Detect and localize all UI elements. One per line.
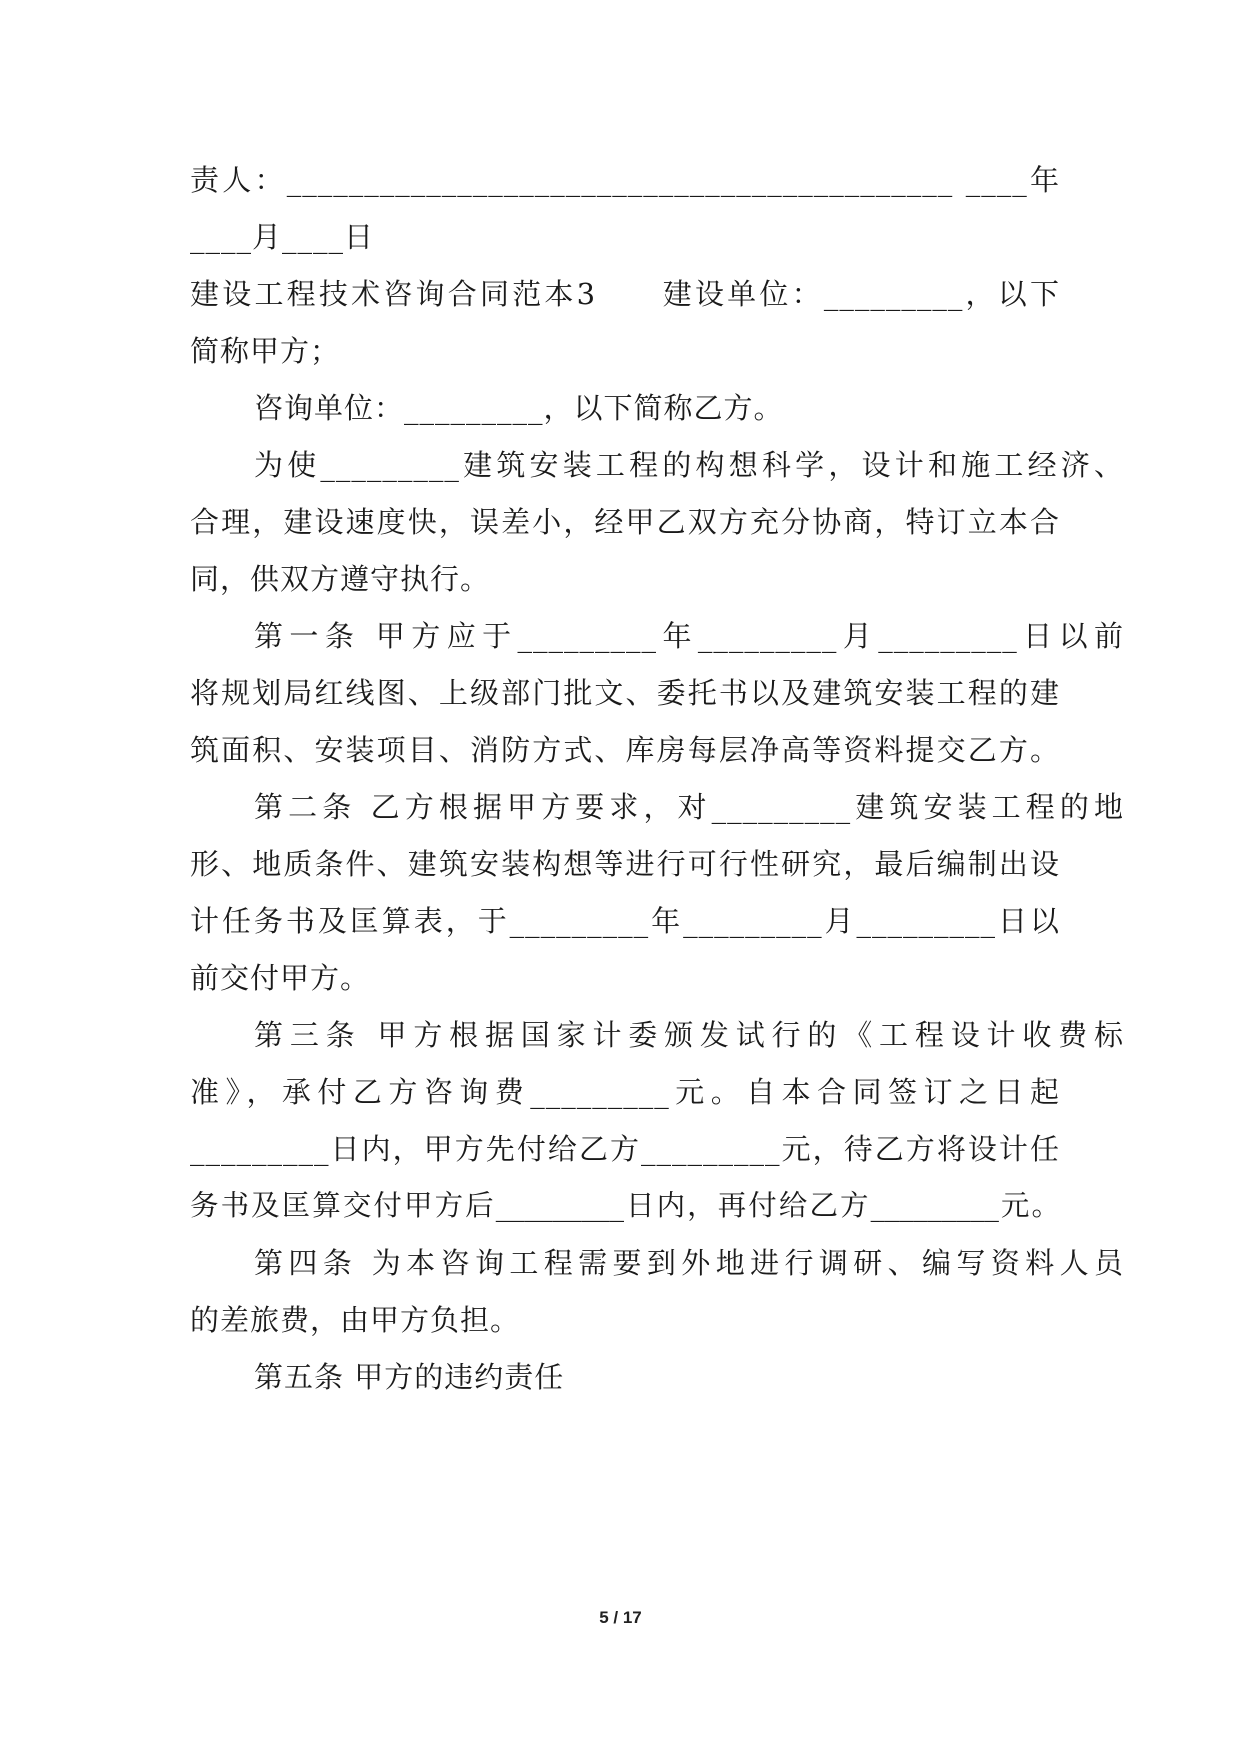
article-3-heading: 第三条 甲方根据国家计委颁发试行的《工程设计收费标 [254, 1018, 1124, 1052]
text-line: 合理，建设速度快，误差小，经甲乙双方充分协商，特订立本合 [190, 505, 1060, 539]
text-line: _________日内，甲方先付给乙方_________元，待乙方将设计任 [190, 1132, 1060, 1166]
text-line: 责人：___________________________________________ ____年 [190, 163, 1060, 197]
page-number: 5 / 17 [599, 1608, 642, 1627]
text-line: 计任务书及匡算表，于_________年_________月_________日以 [190, 904, 1060, 938]
text-line: 同，供双方遵守执行。 [190, 562, 491, 596]
text-line: 咨询单位：_________，以下简称乙方。 [254, 391, 784, 425]
article-5-heading: 第五条 甲方的违约责任 [254, 1360, 565, 1394]
article-2-heading: 第二条 乙方根据甲方要求，对_________建筑安装工程的地 [254, 790, 1124, 824]
text-line: 为使_________建筑安装工程的构想科学，设计和施工经济、 [254, 448, 1124, 482]
text-line: 的差旅费，由甲方负担。 [190, 1303, 521, 1337]
text-line: 前交付甲方。 [190, 961, 371, 995]
text-line: 形、地质条件、建筑安装构想等进行可行性研究，最后编制出设 [190, 847, 1060, 881]
text-line: 务书及匡算交付甲方后_________日内，再付给乙方_________元。 [190, 1189, 1060, 1222]
article-4-heading: 第四条 为本咨询工程需要到外地进行调研、编写资料人员 [254, 1246, 1124, 1280]
text-line: 简称甲方； [190, 334, 341, 368]
text-line: 筑面积、安装项目、消防方式、库房每层净高等资料提交乙方。 [190, 733, 1060, 767]
text-line: 准》，承付乙方咨询费_________元。自本合同签订之日起 [190, 1075, 1060, 1109]
contract-title-line: 建设工程技术咨询合同范本3 建设单位：_________，以下 [190, 277, 1060, 311]
text-line: ____月____日 [190, 220, 375, 254]
text-line: 将规划局红线图、上级部门批文、委托书以及建筑安装工程的建 [190, 676, 1060, 710]
article-1-heading: 第一条 甲方应于_________年_________月_________日以前 [254, 619, 1124, 653]
